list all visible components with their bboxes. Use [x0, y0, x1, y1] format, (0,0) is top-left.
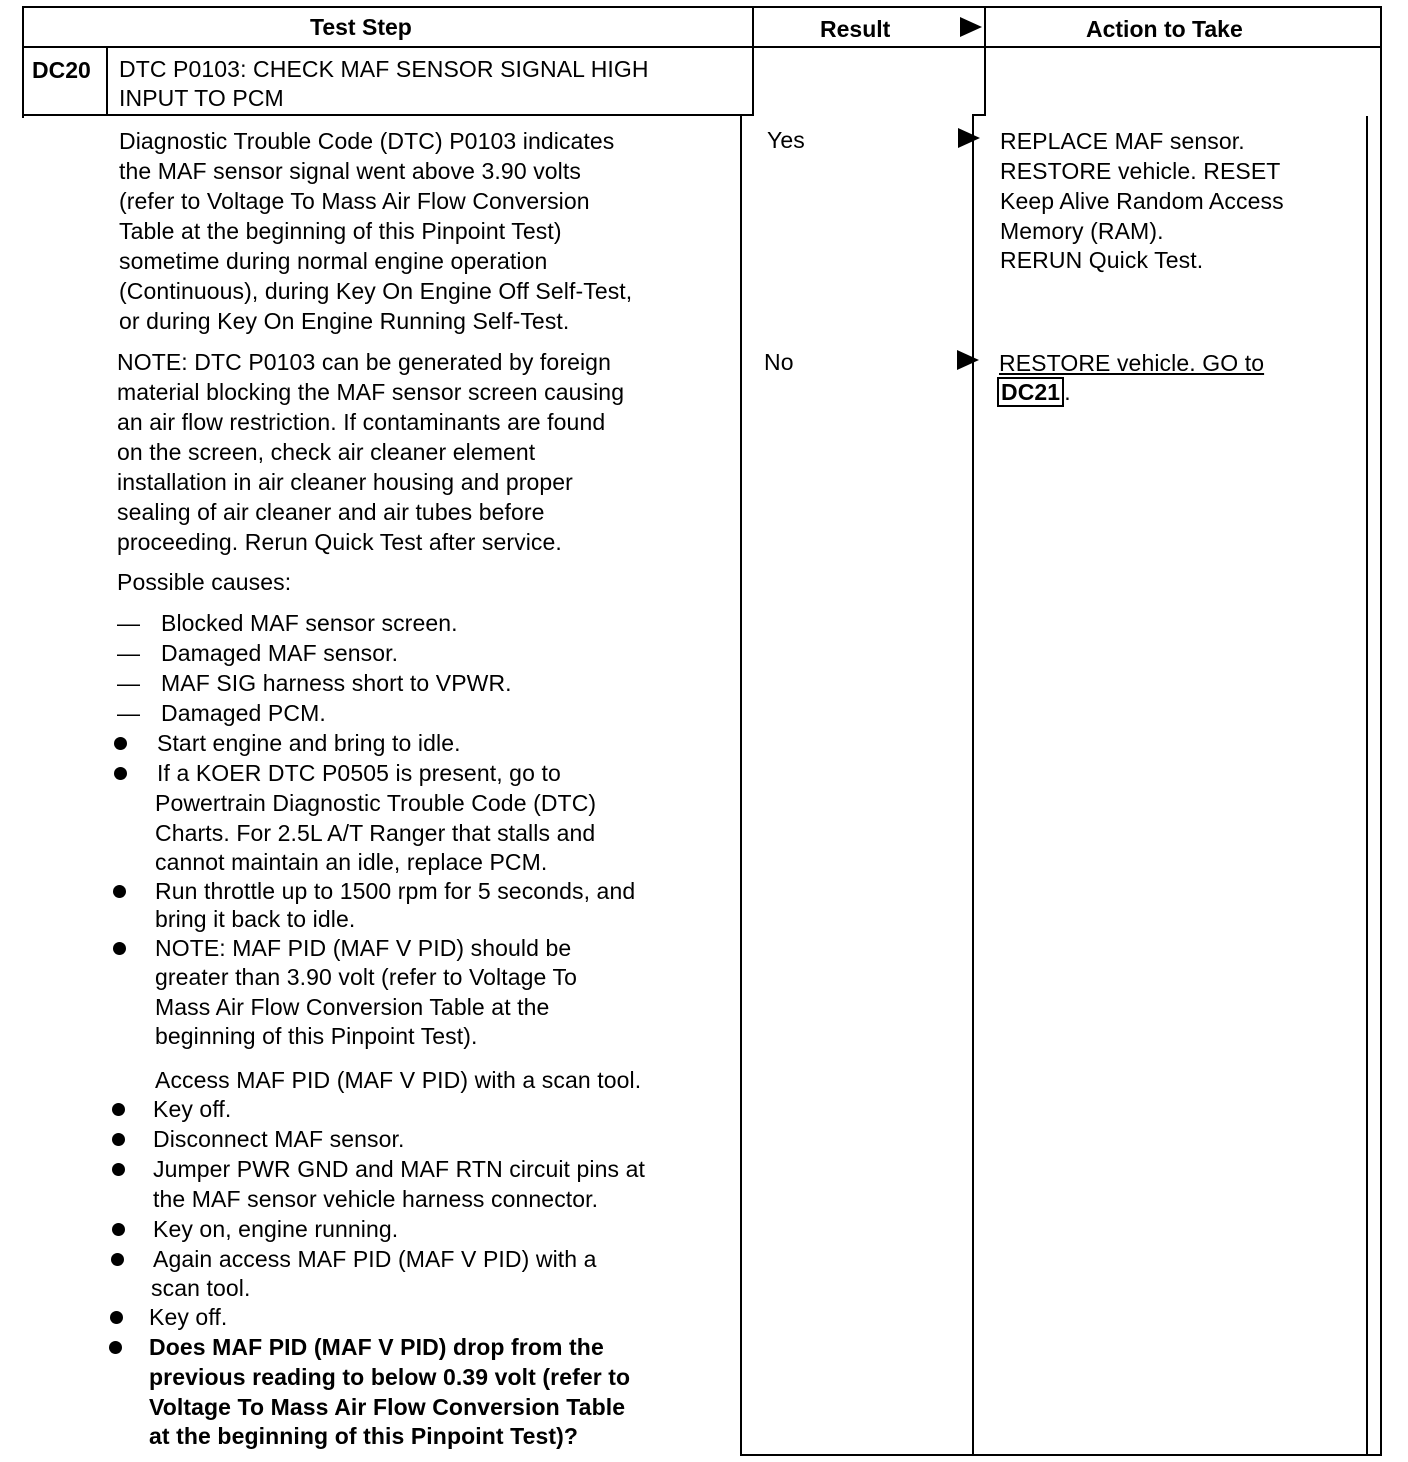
intro-line: sometime during normal engine operation: [119, 248, 548, 274]
intro-line: or during Key On Engine Running Self-Test.: [119, 308, 570, 334]
action-yes-line: RESTORE vehicle. RESET: [1000, 158, 1281, 184]
table-top-border: [22, 6, 1382, 8]
cause-item: Blocked MAF sensor screen.: [161, 610, 458, 636]
procedure-line: beginning of this Pinpoint Test).: [155, 1023, 478, 1049]
header-bottom-border: [22, 46, 1382, 48]
action-yes-line: Memory (RAM).: [1000, 218, 1164, 244]
action-no-suffix: .: [1064, 379, 1071, 405]
note-line: on the screen, check air cleaner element: [117, 439, 536, 465]
header-test-step: Test Step: [310, 14, 412, 40]
action-yes-line: RERUN Quick Test.: [1000, 247, 1204, 273]
procedure-line: scan tool.: [151, 1275, 251, 1301]
result-yes-arrow-icon: [958, 128, 980, 148]
cause-item: Damaged PCM.: [161, 700, 326, 726]
procedure-line: Again access MAF PID (MAF V PID) with a: [153, 1246, 597, 1272]
intro-line: Diagnostic Trouble Code (DTC) P0103 indicates: [119, 128, 615, 154]
result-no: No: [764, 349, 794, 375]
procedure-line: Key on, engine running.: [153, 1216, 399, 1242]
procedure-line: bring it back to idle.: [155, 906, 356, 932]
note-line: NOTE: DTC P0103 can be generated by foreign: [117, 349, 611, 375]
dash-icon: —: [117, 670, 140, 696]
procedure-line: Start engine and bring to idle.: [157, 730, 461, 756]
dash-icon: —: [117, 610, 140, 636]
cause-item: Damaged MAF sensor.: [161, 640, 399, 666]
bullet-icon: [110, 1311, 123, 1324]
note-line: installation in air cleaner housing and proper: [117, 469, 573, 495]
dash-icon: —: [117, 700, 140, 726]
intro-line: Table at the beginning of this Pinpoint Test): [119, 218, 562, 244]
procedure-line: Jumper PWR GND and MAF RTN circuit pins at: [153, 1156, 645, 1182]
result-no-arrow-icon: [957, 350, 979, 370]
procedure-line: Powertrain Diagnostic Trouble Code (DTC): [155, 790, 597, 816]
procedure-line: Key off.: [149, 1304, 228, 1330]
procedure-line: Run throttle up to 1500 rpm for 5 seconds, and: [155, 878, 636, 904]
action-column-left-border: [984, 6, 986, 116]
result-yes: Yes: [767, 127, 805, 153]
question-line: previous reading to below 0.39 volt (refer to: [149, 1364, 631, 1390]
table-bottom-border: [742, 1454, 1382, 1456]
action-no-line: RESTORE vehicle. GO to: [999, 350, 1265, 376]
dash-icon: —: [117, 640, 140, 666]
procedure-line: Mass Air Flow Conversion Table at the: [155, 994, 550, 1020]
bullet-icon: [112, 1223, 125, 1236]
procedure-line: NOTE: MAF PID (MAF V PID) should be: [155, 935, 572, 961]
action-no-link-wrapper: [997, 377, 1071, 407]
step-title-line-1: DTC P0103: CHECK MAF SENSOR SIGNAL HIGH: [119, 56, 649, 82]
intro-line: the MAF sensor signal went above 3.90 volts: [119, 158, 581, 184]
action-column-left-border-lower: [972, 116, 974, 1456]
bullet-icon: [113, 942, 126, 955]
intro-line: (Continuous), during Key On Engine Off Self-Test,: [119, 278, 633, 304]
procedure-line: Charts. For 2.5L A/T Ranger that stalls and: [155, 820, 596, 846]
table-left-border: [22, 6, 24, 118]
step-code: DC20: [32, 57, 91, 83]
procedure-line: the MAF sensor vehicle harness connector.: [153, 1186, 599, 1212]
dc21-link[interactable]: DC21: [997, 377, 1064, 407]
procedure-line: If a KOER DTC P0505 is present, go to: [157, 760, 561, 786]
step-code-divider: [106, 46, 108, 116]
step-title-bottom-border: [22, 114, 754, 116]
cause-item: MAF SIG harness short to VPWR.: [161, 670, 512, 696]
bullet-icon: [113, 885, 126, 898]
bullet-icon: [111, 1253, 124, 1266]
step-title-line-2: INPUT TO PCM: [119, 85, 284, 111]
bullet-icon: [112, 1103, 125, 1116]
procedure-line: Key off.: [153, 1096, 232, 1122]
note-line: material blocking the MAF sensor screen causing: [117, 379, 625, 405]
possible-causes-label: Possible causes:: [117, 569, 292, 595]
result-right-border-stub: [1366, 116, 1368, 1456]
note-line: proceeding. Rerun Quick Test after service.: [117, 529, 562, 555]
action-column-left-jog: [972, 114, 986, 116]
bullet-icon: [109, 1341, 122, 1354]
question-line: at the beginning of this Pinpoint Test)?: [149, 1423, 579, 1449]
action-yes-line: REPLACE MAF sensor.: [1000, 128, 1245, 154]
header-arrow-icon: [960, 17, 982, 37]
question-line: Voltage To Mass Air Flow Conversion Table: [149, 1394, 626, 1420]
result-column-left-border-lower: [740, 116, 742, 1456]
bullet-icon: [112, 1133, 125, 1146]
note-line: an air flow restriction. If contaminants are found: [117, 409, 606, 435]
result-column-left-border: [752, 6, 754, 116]
header-result: Result: [820, 16, 891, 42]
procedure-line: cannot maintain an idle, replace PCM.: [155, 849, 548, 875]
bullet-icon: [112, 1163, 125, 1176]
note-line: sealing of air cleaner and air tubes before: [117, 499, 545, 525]
procedure-line: greater than 3.90 volt (refer to Voltage To: [155, 964, 577, 990]
question-line: Does MAF PID (MAF V PID) drop from the: [149, 1334, 604, 1360]
procedure-line: Disconnect MAF sensor.: [153, 1126, 405, 1152]
bullet-icon: [114, 767, 127, 780]
bullet-icon: [114, 737, 127, 750]
intro-line: (refer to Voltage To Mass Air Flow Conversion: [119, 188, 590, 214]
header-action: Action to Take: [1086, 16, 1243, 42]
action-yes-line: Keep Alive Random Access: [1000, 188, 1284, 214]
table-right-border: [1380, 6, 1382, 1456]
access-line: Access MAF PID (MAF V PID) with a scan tool.: [155, 1067, 642, 1093]
